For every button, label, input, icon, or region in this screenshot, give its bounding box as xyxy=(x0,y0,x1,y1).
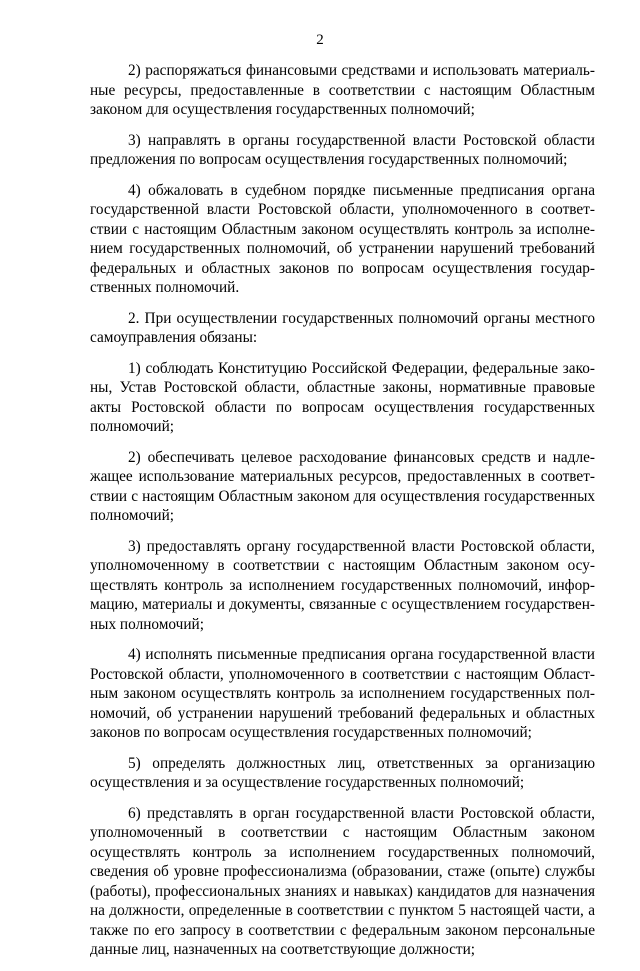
paragraph-duty-4: 4) исполнять письменные предписания органа государственной власти Ростовской области, уполномоченного в соответствии с настоящим Областным законом осуществлять контроль за исполнением государственных полномочий, об устранении нарушений требований федеральных и областных законов по вопросам осуществления государственных полномочий; xyxy=(90,646,595,741)
paragraph-right-3: 3) направлять в органы государственной власти Ростовской области предложения по вопросам осуществления государственных полномочий; xyxy=(90,131,595,168)
paragraph-duty-5: 5) определять должностных лиц, ответственных за организацию осуществления и за осуществление государственных полномочий; xyxy=(90,754,595,791)
document-body xyxy=(90,61,595,971)
paragraph-duty-6: 6) представлять в орган государственной власти Ростовской области, уполномоченный в соответствии с настоящим Областным законом осуществлять контроль за исполнением государственных полномочий, сведения об уровне профессионализма (образовании, стаже (опыте) службы (работы), профессиональных знаниях и навыках) кандидатов для назначения на должности, определенные в соответствии с пунктом 5 настоящей части, а также по его запросу в соответствии с федеральным законом персональные данные лиц, назначенных на соответствующие должности; xyxy=(90,804,595,958)
paragraph-right-2: 2) распоряжаться финансовыми средствами и использовать материальные ресурсы, предоставленные в соответствии с настоящим Областным законом для осуществления государственных полномочий; xyxy=(90,62,595,118)
paragraph-duty-2: 2) обеспечивать целевое расходование финансовых средств и надлежащее использование материальных ресурсов, предоставленных в соответствии с настоящим Областным законом для осуществления государственных полномочий; xyxy=(90,448,595,524)
page-number: 2 xyxy=(316,32,324,48)
paragraph-part-2-heading: 2. При осуществлении государственных полномочий органы местного самоуправления обязаны: xyxy=(90,309,595,346)
paragraph-right-4: 4) обжаловать в судебном порядке письменные предписания органа государственной власти Ростовской области, уполномоченного в соответствии с настоящим Областным законом осуществлять контроль за исполнением государственных полномочий, об устранении нарушений требований федеральных и областных законов по вопросам осуществления государственных полномочий. xyxy=(90,181,595,296)
paragraph-duty-3: 3) предоставлять органу государственной власти Ростовской области, уполномоченному в соответствии с настоящим Областным законом осуществлять контроль за исполнением государственных полномочий, информацию, материалы и документы, связанные с осуществлением государственных полномочий; xyxy=(90,537,595,633)
paragraph-duty-1: 1) соблюдать Конституцию Российской Федерации, федеральные законы, Устав Ростовской области, областные законы, нормативные правовые акты Ростовской области по вопросам осуществления государственных полномочий; xyxy=(90,359,595,435)
